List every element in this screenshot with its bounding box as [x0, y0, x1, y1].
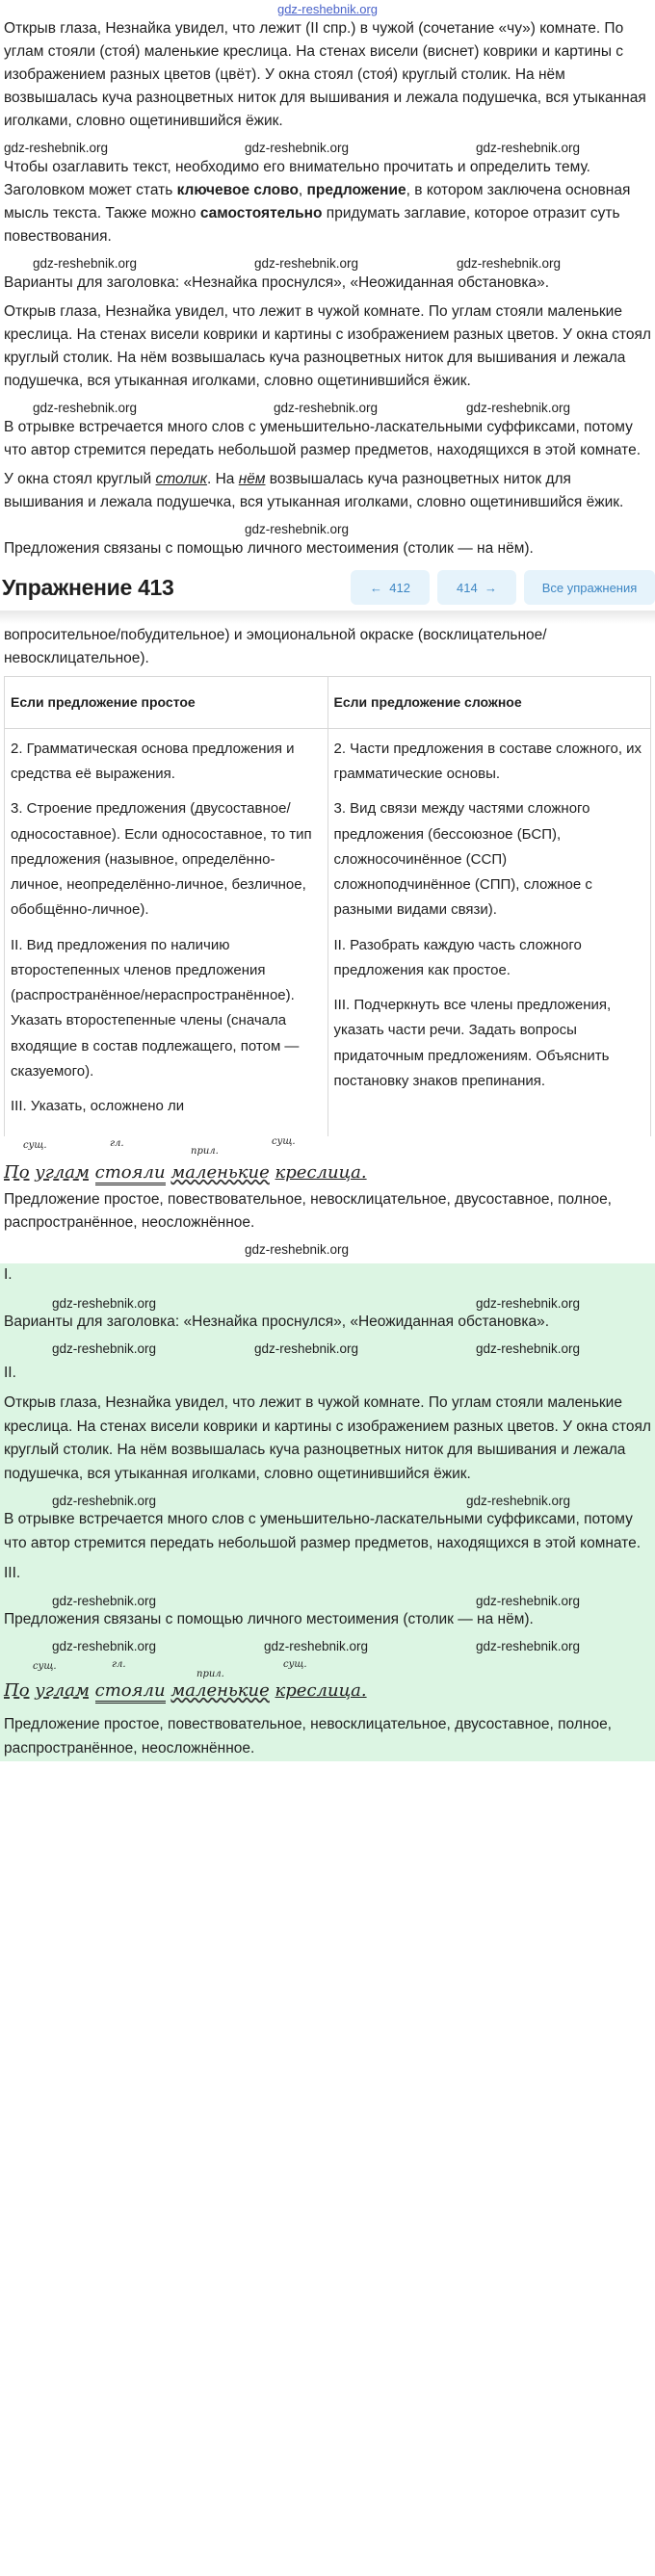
- predicate-word: стояли: [95, 1162, 166, 1185]
- watermark: gdz-reshebnik.org: [476, 1639, 581, 1654]
- watermark: gdz-reshebnik.org: [466, 1493, 571, 1508]
- watermark-row: [4, 520, 651, 537]
- adverbial-phrase: По углам: [4, 1162, 90, 1184]
- watermark: gdz-reshebnik.org: [33, 256, 138, 272]
- grammar-table: [4, 676, 651, 1136]
- watermark: gdz-reshebnik.org: [52, 1296, 157, 1312]
- all-exercises-button[interactable]: Все упражнения: [524, 570, 655, 605]
- table-intro-text: вопросительное/побудительное) и эмоциональной окраске (восклицательное/невосклицательное).: [4, 627, 547, 667]
- table-cell-text: 3. Вид связи между частями сложного предложения (бессоюзное (БСП), сложносочинённое (ССП) сложноподчинённое (СПП), сложное с разными видами связи).: [333, 800, 592, 919]
- attribute-word: маленькие: [170, 1162, 270, 1184]
- subject-word: креслица.: [275, 1162, 367, 1184]
- intro-paragraph-3: Варианты для заголовка: «Незнайка проснулся», «Неожиданная обстановка».: [4, 274, 550, 292]
- noun-label: сущ.: [23, 1140, 47, 1152]
- table-header-cell: Если предложение простое: [5, 677, 328, 729]
- intro-paragraph-2: [4, 156, 651, 248]
- sentence-line: [4, 1162, 367, 1183]
- watermark: gdz-reshebnik.org: [245, 141, 350, 156]
- prev-exercise-label: 412: [389, 580, 410, 595]
- intro-paragraph-5: В отрывке встречается много слов с уменьшительно-ласкательными суффиксами, потому что автор стремится передать небольшой размер предметов, находящихся в этой комнате.: [4, 419, 642, 459]
- intro-paragraph-6: [4, 468, 651, 514]
- prev-exercise-button[interactable]: [351, 570, 430, 605]
- keyword-text: ключевое слово: [176, 182, 299, 199]
- answer-paragraph-4: Предложения связаны с помощью личного местоимения (столик — на нём).: [4, 1611, 534, 1628]
- keyword-text: предложение: [306, 182, 406, 199]
- next-exercise-label: 414: [457, 580, 478, 595]
- watermark: gdz-reshebnik.org: [466, 401, 571, 416]
- divider: [0, 611, 655, 624]
- watermark: gdz-reshebnik.org: [52, 1340, 157, 1356]
- watermark-row: [4, 1293, 651, 1311]
- pronoun-word: нём: [238, 471, 266, 488]
- exercise-title: Упражнение 413: [2, 574, 174, 600]
- adverbial-phrase: По углам: [4, 1680, 90, 1702]
- text: возвышалась куча разноцветных ниток для вышивания и лежала подушечка, вся утыканная иголками, словно ощетинившийся ёжик.: [4, 471, 624, 511]
- table-cell-text: III. Указать, осложнено ли: [11, 1098, 185, 1115]
- text: . На: [206, 471, 239, 488]
- watermark-row: [4, 1240, 651, 1258]
- table-cell-text: III. Подчеркнуть все члены предложения, указать части речи. Задать вопросы придаточным предложениям. Объяснить постановку знаков препинания.: [333, 997, 612, 1089]
- watermark: gdz-reshebnik.org: [254, 256, 359, 272]
- watermark-row: [4, 254, 651, 272]
- table-cell-text: 2. Грамматическая основа предложения и средства её выражения.: [11, 740, 295, 783]
- table-cell-right: [328, 728, 651, 1136]
- grammar-table-wrap: [0, 676, 655, 1136]
- watermark-row: [4, 1636, 651, 1653]
- table-intro: [0, 624, 655, 670]
- watermark: gdz-reshebnik.org: [33, 401, 138, 416]
- noun-label: сущ.: [272, 1136, 296, 1148]
- table-header-cell: Если предложение сложное: [328, 677, 651, 729]
- watermark-row: [4, 1491, 651, 1508]
- intro-block: [0, 17, 655, 560]
- arrow-left-icon: ←: [370, 580, 390, 595]
- answer-summary: Предложение простое, повествовательное, невосклицательное, двусоставное, полное, распространённое, неосложнённое.: [4, 1716, 612, 1756]
- table-cell-text: II. Вид предложения по наличию второстепенных членов предложения (распространённое/нераспространённое). Указать второстепенные члены (сначала входящие в состав подлежащего, потом — сказуемого).: [11, 936, 300, 1080]
- site-link[interactable]: gdz-reshebnik.org: [276, 2, 379, 16]
- table-cell-text: II. Разобрать каждую часть сложного предложения как простое.: [333, 936, 582, 978]
- exercise-header: [0, 568, 655, 607]
- answer-paragraph-2: Открыв глаза, Незнайка увидел, что лежит в чужой комнате. По углам стояли маленькие креслица. На стенах висели коврики и картины с изображением разных цветов. У окна стоял круглый столик. На нём возвышалась куча разноцветных ниток для вышивания и лежала подушечка, вся утыканная иголками, словно ощетинившийся ёжик.: [4, 1393, 651, 1483]
- text: , в котором заключена основная мысль текста. Также можно: [4, 182, 631, 222]
- text: ,: [298, 182, 307, 199]
- watermark: gdz-reshebnik.org: [476, 1340, 581, 1356]
- table-cell-text: 3. Строение предложения (двусоставное/односоставное). Если односоставное, то тип предложения (назывное, определённо-личное, неопределённо-личное, безличное, обобщённо-личное).: [11, 800, 312, 919]
- section-number: I.: [4, 1266, 13, 1284]
- parsed-sentence-answer: [4, 1653, 651, 1713]
- answer-block: [0, 1263, 655, 1760]
- watermark: gdz-reshebnik.org: [52, 1639, 157, 1654]
- arrow-right-icon: →: [477, 580, 497, 595]
- attribute-word: маленькие: [170, 1680, 270, 1702]
- subject-word: столик: [155, 471, 207, 488]
- noun-label: сущ.: [33, 1661, 57, 1673]
- keyword-text: самостоятельно: [199, 205, 323, 222]
- watermark: gdz-reshebnik.org: [274, 401, 379, 416]
- watermark-row: [4, 1591, 651, 1608]
- answer-paragraph-3: В отрывке встречается много слов с уменьшительно-ласкательными суффиксами, потому что автор стремится передать небольшой размер предметов, находящихся в этой комнате.: [4, 1510, 642, 1551]
- table-row: [5, 728, 651, 1136]
- intro-paragraph-7: Предложения связаны с помощью личного местоимения (столик — на нём).: [4, 540, 534, 558]
- parse-summary-text: Предложение простое, повествовательное, невосклицательное, двусоставное, полное, распространённое, неосложнённое.: [4, 1191, 612, 1232]
- verb-label: гл.: [110, 1138, 124, 1150]
- text: У окна стоял круглый: [4, 471, 156, 488]
- parse-summary: [0, 1188, 655, 1258]
- watermark-row: [4, 1339, 651, 1356]
- predicate-word: стояли: [95, 1680, 166, 1704]
- watermark: gdz-reshebnik.org: [457, 256, 562, 272]
- adj-label: прил.: [196, 1669, 224, 1680]
- watermark: gdz-reshebnik.org: [254, 1340, 359, 1356]
- watermark: gdz-reshebnik.org: [245, 1242, 350, 1258]
- section-number: II.: [4, 1364, 16, 1381]
- text: Чтобы озаглавить текст, необходимо его внимательно прочитать и определить тему. Заголовком может стать: [4, 159, 590, 199]
- next-exercise-button[interactable]: [437, 570, 516, 605]
- watermark: gdz-reshebnik.org: [476, 141, 581, 156]
- table-cell-left: [5, 728, 328, 1136]
- subject-word: креслица.: [275, 1680, 367, 1702]
- watermark: gdz-reshebnik.org: [4, 141, 109, 156]
- watermark-row: [4, 399, 651, 416]
- section-number: III.: [4, 1564, 21, 1581]
- intro-paragraph-4: Открыв глаза, Незнайка увидел, что лежит в чужой комнате. По углам стояли маленькие креслица. На стенах висели коврики и картины с изображением разных цветов. У окна стоял круглый столик. На нём возвышалась куча разноцветных ниток для вышивания и лежала подушечка, вся утыканная иголками, словно ощетинившийся ёжик.: [4, 303, 651, 390]
- intro-paragraph-1: Открыв глаза, Незнайка увидел, что лежит (II спр.) в чужой (сочетание «чу») комнате. По углам стояли (стоя́) маленькие креслица. На стенах висели (виснет) коврики и картины с изображением разных цветов (цвёт). У окна стоял (стоя́) круглый столик. На нём возвышалась куча разноцветных ниток для вышивания и лежала подушечка, вся утыканная иголками, словно ощетинившийся ёжик.: [4, 20, 646, 130]
- watermark: gdz-reshebnik.org: [476, 1594, 581, 1609]
- sentence-line: [4, 1678, 367, 1705]
- noun-label: сущ.: [283, 1659, 307, 1671]
- watermark: gdz-reshebnik.org: [52, 1594, 157, 1609]
- watermark: gdz-reshebnik.org: [476, 1296, 581, 1312]
- table-header-row: [5, 677, 651, 729]
- table-cell-text: 2. Части предложения в составе сложного, их грамматические основы.: [333, 740, 642, 783]
- watermark-row: [4, 139, 651, 156]
- verb-label: гл.: [112, 1659, 126, 1671]
- watermark: gdz-reshebnik.org: [52, 1493, 157, 1508]
- answer-paragraph-1: Варианты для заголовка: «Незнайка проснулся», «Неожиданная обстановка».: [4, 1314, 550, 1331]
- watermark: gdz-reshebnik.org: [245, 522, 350, 537]
- watermark: gdz-reshebnik.org: [264, 1639, 369, 1654]
- parsed-sentence: [0, 1136, 655, 1188]
- adj-label: прил.: [191, 1146, 219, 1158]
- text: придумать заглавие, которое отразит суть повествования.: [4, 205, 620, 246]
